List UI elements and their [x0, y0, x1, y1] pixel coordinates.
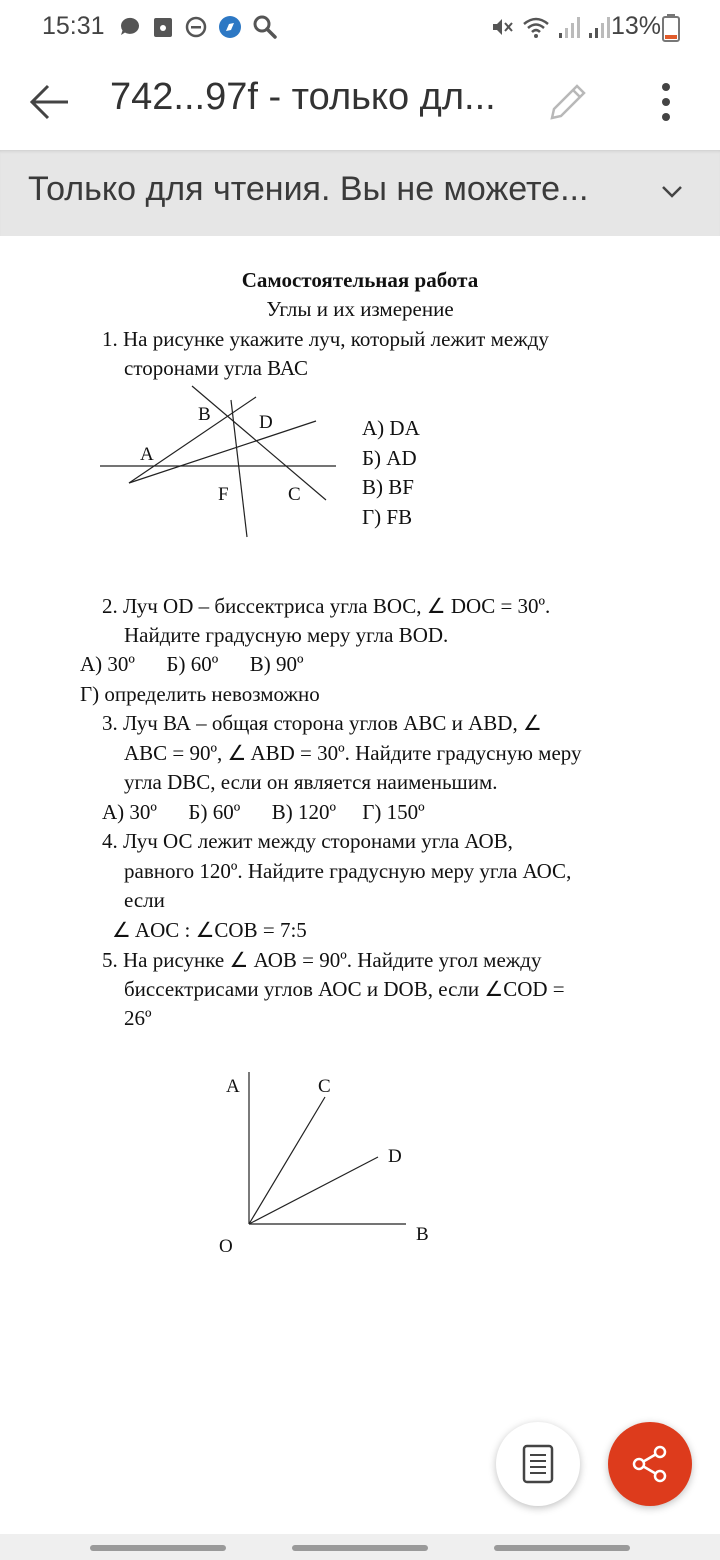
search-icon — [252, 14, 278, 40]
q1-label-d: D — [259, 412, 273, 433]
q2-text: 2. Луч OD – биссектриса угла ВОС, ∠ DOC = 30º. — [102, 594, 551, 618]
compass-icon — [218, 15, 242, 39]
nav-recent-button[interactable] — [90, 1545, 226, 1551]
document-title: 742...97f - только дл... — [110, 76, 496, 118]
share-icon — [630, 1444, 670, 1484]
signal-icon — [588, 15, 610, 39]
q1-text: 1. На рисунке укажите луч, который лежит между — [102, 327, 549, 351]
document-icon — [522, 1444, 554, 1484]
q1-option: А) DA — [362, 416, 420, 440]
signal-icon — [558, 15, 580, 39]
q2-option-g: Г) определить невозможно — [80, 682, 320, 706]
doc-subtitle: Углы и их измерение — [266, 297, 454, 321]
status-time: 15:31 — [42, 12, 105, 40]
q4-text: равного 120º. Найдите градусную меру угла АОС, — [124, 859, 572, 883]
battery-icon — [662, 14, 680, 42]
chevron-down-icon[interactable] — [650, 170, 694, 214]
banner-text: Только для чтения. Вы не можете... — [28, 170, 589, 208]
more-options-icon[interactable] — [642, 78, 690, 126]
q2-options: А) 30º Б) 60º В) 90º — [80, 652, 304, 676]
q5-label-o: O — [219, 1236, 233, 1257]
q1-text: сторонами угла ВАС — [124, 356, 308, 380]
q5-label-a: A — [226, 1076, 240, 1097]
q5-text: биссектрисами углов АОС и DOB, если ∠COD = — [124, 977, 565, 1001]
q4-text: если — [124, 888, 165, 912]
navigation-bar — [0, 1534, 720, 1560]
q3-text: угла DВС, если он является наименьшим. — [124, 770, 498, 794]
q1-option: Б) AD — [362, 446, 417, 470]
status-bar — [0, 0, 720, 56]
chat-icon — [118, 15, 142, 39]
document-page — [0, 236, 720, 1536]
q3-options: А) 30º Б) 60º В) 120º Г) 150º — [102, 800, 425, 824]
back-arrow-icon[interactable] — [26, 78, 74, 126]
mute-icon — [490, 15, 514, 39]
q5-text: 26º — [124, 1006, 152, 1030]
battery-percent: 13% — [611, 12, 662, 40]
q5-label-c: C — [318, 1076, 331, 1097]
q4-text: 4. Луч ОС лежит между сторонами угла АОВ, — [102, 829, 513, 853]
q3-text: 3. Луч ВА – общая сторона углов АВС и ABD, ∠ — [102, 711, 542, 735]
q1-figure — [96, 380, 336, 540]
nav-back-button[interactable] — [494, 1545, 630, 1551]
share-button[interactable] — [608, 1422, 692, 1506]
q1-label-c: C — [288, 484, 301, 505]
q2-text: Найдите градусную меру угла BOD. — [124, 623, 449, 647]
reading-mode-button[interactable] — [496, 1422, 580, 1506]
q1-option: Г) FB — [362, 505, 413, 529]
q5-label-b: B — [416, 1224, 429, 1245]
q5-label-d: D — [388, 1146, 402, 1167]
wifi-icon — [522, 15, 550, 39]
q5-text: 5. На рисунке ∠ АОВ = 90º. Найдите угол между — [102, 948, 542, 972]
q5-figure — [210, 1062, 450, 1262]
doc-title: Самостоятельная работа — [241, 268, 479, 292]
q1-label-b: B — [198, 404, 211, 425]
app-bar — [0, 56, 720, 150]
q3-text: АВС = 90º, ∠ ABD = 30º. Найдите градусную меру — [124, 741, 582, 765]
q1-option: В) BF — [362, 475, 414, 499]
read-only-banner[interactable] — [0, 150, 720, 236]
q4-text: ∠ AOC : ∠COB = 7:5 — [112, 918, 307, 942]
q1-label-f: F — [218, 484, 229, 505]
q1-label-a: A — [140, 444, 154, 465]
calendar-icon — [152, 15, 174, 39]
edit-pencil-icon[interactable] — [544, 78, 592, 126]
dnd-icon — [184, 15, 208, 39]
nav-home-button[interactable] — [292, 1545, 428, 1551]
